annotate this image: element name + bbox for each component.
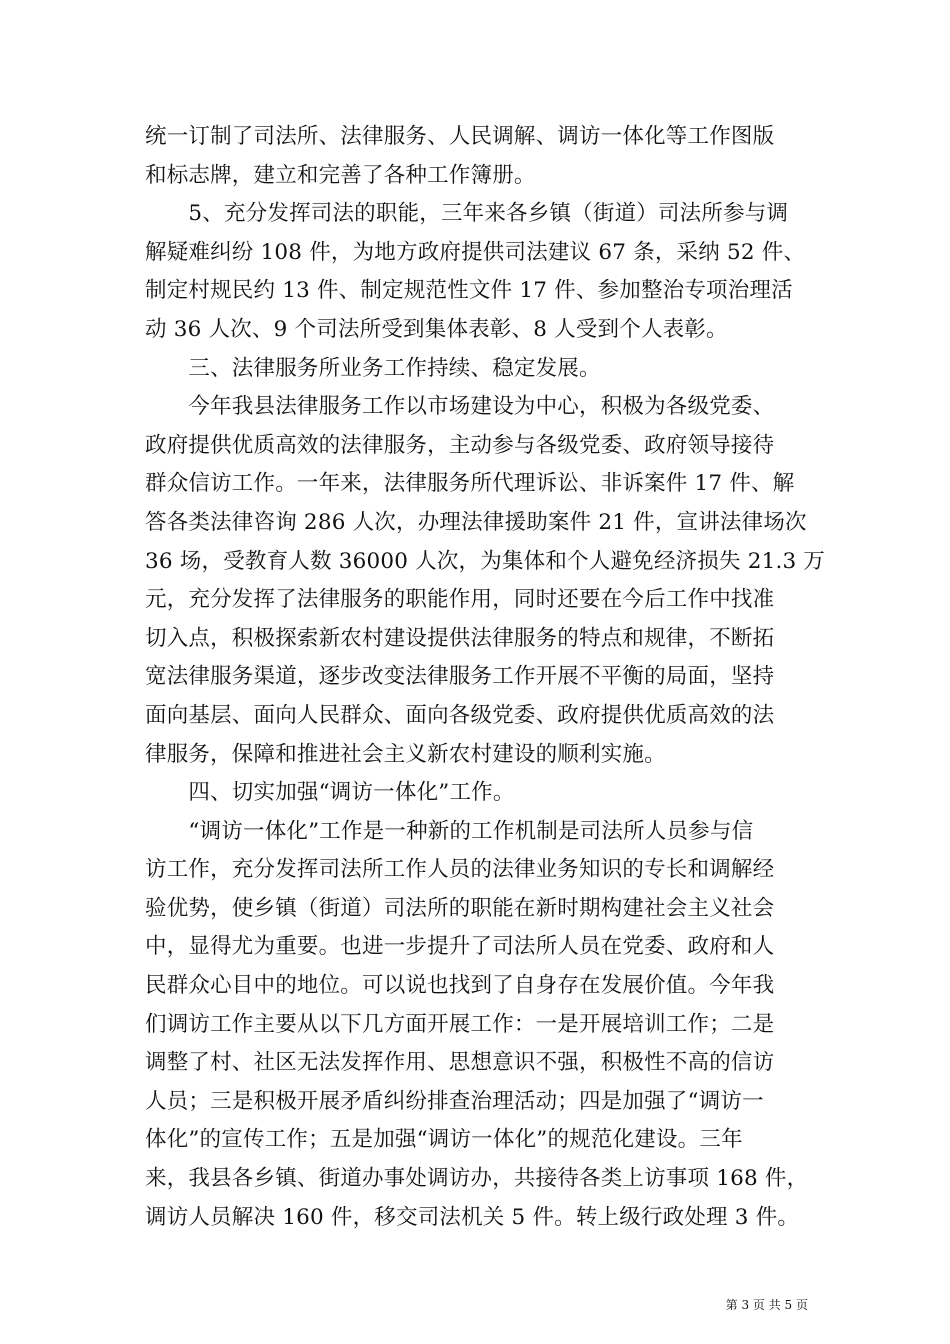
text-line: 访工作，充分发挥司法所工作人员的法律业务知识的专长和调解经: [145, 857, 775, 883]
section-heading: 三、法律服务所业务工作持续、稳定发展。: [145, 355, 601, 381]
text-line: 答各类法律咨询 286 人次，办理法律援助案件 21 件，宣讲法律场次: [145, 509, 807, 535]
text-line: 动 36 人次、9 个司法所受到集体表彰、8 人受到个人表彰。: [145, 316, 728, 342]
text-line: 来，我县各乡镇、街道办事处调访办，共接待各类上访事项 168 件，: [145, 1166, 809, 1192]
text-line: 验优势，使乡镇（街道）司法所的职能在新时期构建社会主义社会: [145, 895, 775, 921]
section-heading: 四、切实加强“调访一体化”工作。: [145, 780, 515, 806]
text-line: 民群众心目中的地位。可以说也找到了自身存在发展价值。今年我: [145, 973, 775, 999]
text-line: 和标志牌，建立和完善了各种工作簿册。: [145, 162, 536, 188]
document-body: [145, 118, 825, 1237]
text-line: 政府提供优质高效的法律服务，主动参与各级党委、政府领导接待: [145, 432, 775, 458]
text-line: 群众信访工作。一年来，法律服务所代理诉讼、非诉案件 17 件、解: [145, 471, 795, 497]
text-line: 体化”的宣传工作；五是加强“调访一体化”的规范化建设。三年: [145, 1127, 743, 1153]
text-line: 面向基层、面向人民群众、面向各级党委、政府提供优质高效的法: [145, 702, 775, 728]
text-line: 切入点，积极探索新农村建设提供法律服务的特点和规律，不断拓: [145, 625, 775, 651]
text-line: 人员；三是积极开展矛盾纠纷排查治理活动；四是加强了“调访一: [145, 1088, 764, 1114]
text-line: 解疑难纠纷 108 件，为地方政府提供司法建议 67 条，采纳 52 件、: [145, 239, 806, 265]
text-line: 中，显得尤为重要。也进一步提升了司法所人员在党委、政府和人: [145, 934, 775, 960]
text-line: 调整了村、社区无法发挥作用、思想意识不强，积极性不高的信访: [145, 1050, 775, 1076]
text-line: 元，充分发挥了法律服务的职能作用，同时还要在今后工作中找准: [145, 587, 775, 613]
text-line: 今年我县法律服务工作以市场建设为中心，积极为各级党委、: [145, 394, 775, 420]
text-line: “调访一体化”工作是一种新的工作机制是司法所人员参与信: [145, 818, 754, 844]
text-line: 调访人员解决 160 件，移交司法机关 5 件。转上级行政处理 3 件。: [145, 1204, 800, 1230]
text-line: 们调访工作主要从以下几方面开展工作：一是开展培训工作；二是: [145, 1011, 775, 1037]
text-line: 统一订制了司法所、法律服务、人民调解、调访一体化等工作图版: [145, 124, 775, 149]
text-line: 5、充分发挥司法的职能，三年来各乡镇（街道）司法所参与调: [145, 201, 789, 227]
text-line: 36 场，受教育人数 36000 人次，为集体和个人避免经济损失 21.3 万: [145, 548, 826, 574]
text-line: 律服务，保障和推进社会主义新农村建设的顺利实施。: [145, 741, 666, 767]
page-number: 第 3 页 共 5 页: [725, 1298, 808, 1312]
text-line: 制定村规民约 13 件、制定规范性文件 17 件、参加整治专项治理活: [145, 278, 793, 304]
text-line: 宽法律服务渠道，逐步改变法律服务工作开展不平衡的局面，坚持: [145, 664, 775, 690]
